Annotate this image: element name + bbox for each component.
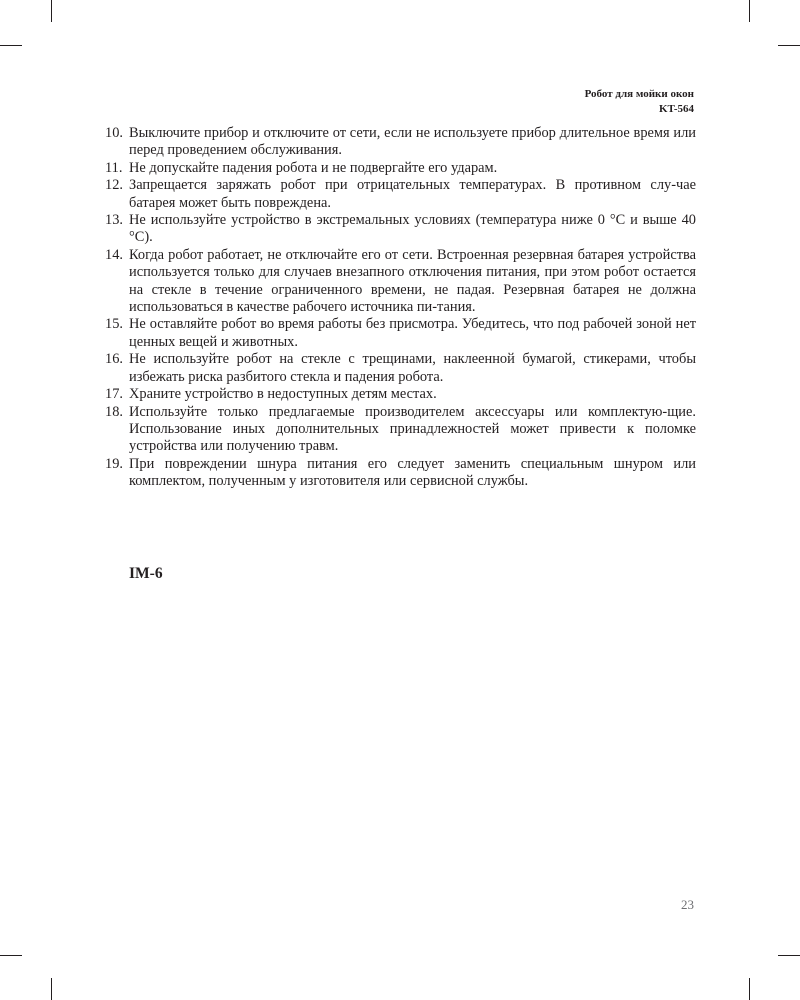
instruction-number: 10. (105, 125, 123, 141)
instruction-number: 16. (105, 351, 123, 368)
crop-mark-left-bottom (0, 955, 22, 956)
crop-mark-top-left (51, 0, 52, 22)
instruction-number: 13. (105, 212, 123, 229)
instruction-number: 17. (105, 386, 123, 403)
instruction-number: 18. (105, 403, 123, 420)
instruction-text: Храните устройство в недоступных детям местах. (129, 386, 437, 403)
instruction-text: Когда робот работает, не отключайте его от сети. Встроенная резервная батарея устройства используется только для случаев внезапного отключения питания, при этом робот остается на стекле в течение ограниченного времени, не падая. Резервная батарея не должна использоваться в качестве рабочего источника пи-тания. (129, 246, 696, 316)
crop-mark-bottom-left (51, 978, 52, 1000)
instruction-text: При повреждении шнура питания его следует заменить специальным шнуром или комплектом, полученным у изготовителя или сервисной службы. (129, 455, 696, 490)
instruction-number: 11. (105, 159, 123, 176)
instruction-item (105, 456, 696, 491)
crop-mark-bottom-right (749, 978, 750, 1000)
instruction-item (105, 247, 696, 317)
product-title: Робот для мойки окон (584, 88, 694, 100)
instruction-text: Используйте только предлагаемые производителем аксессуары или комплектую-щие. Использование иных дополнительных принадлежностей может привести к поломке устройства или получению травм. (129, 403, 696, 455)
instruction-text: Запрещается заряжать робот при отрицательных температурах. В противном слу-чае батарея может быть повреждена. (129, 177, 696, 211)
instruction-number: 15. (105, 316, 123, 333)
instruction-item (105, 316, 696, 351)
instruction-item (105, 160, 696, 177)
instruction-number: 19. (105, 455, 123, 472)
instruction-text: Выключите прибор и отключите от сети, если не используете прибор длительное время или перед проведением обслуживания. (129, 125, 696, 159)
instruction-item (105, 404, 696, 456)
instruction-text: Не допускайте падения робота и не подвергайте его ударам. (129, 159, 498, 176)
instruction-text: Не используйте устройство в экстремальных условиях (температура ниже 0 °C и выше 40 °C). (129, 212, 696, 246)
running-header (585, 87, 694, 117)
instruction-number: 14. (105, 246, 123, 263)
instruction-list (105, 125, 696, 491)
model-code: IM-6 (129, 565, 163, 582)
instruction-item (105, 351, 696, 386)
instruction-text: Не оставляйте робот во время работы без присмотра. Убедитесь, что под рабочей зоной нет ценных вещей и животных. (129, 316, 696, 350)
instruction-text: Не используйте робот на стекле с трещинами, наклеенной бумагой, стикерами, чтобы избежать риска разбитого стекла и падения робота. (129, 351, 696, 385)
crop-mark-right-top (778, 45, 800, 46)
model-number: KT-564 (658, 103, 694, 115)
instruction-item (105, 125, 696, 160)
instruction-number: 12. (105, 177, 123, 194)
crop-mark-right-bottom (778, 955, 800, 956)
crop-mark-top-right (749, 0, 750, 22)
instruction-item (105, 386, 696, 403)
instruction-item (105, 212, 696, 247)
instruction-item (105, 177, 696, 212)
crop-mark-left-top (0, 45, 22, 46)
page-number: 23 (681, 897, 694, 912)
